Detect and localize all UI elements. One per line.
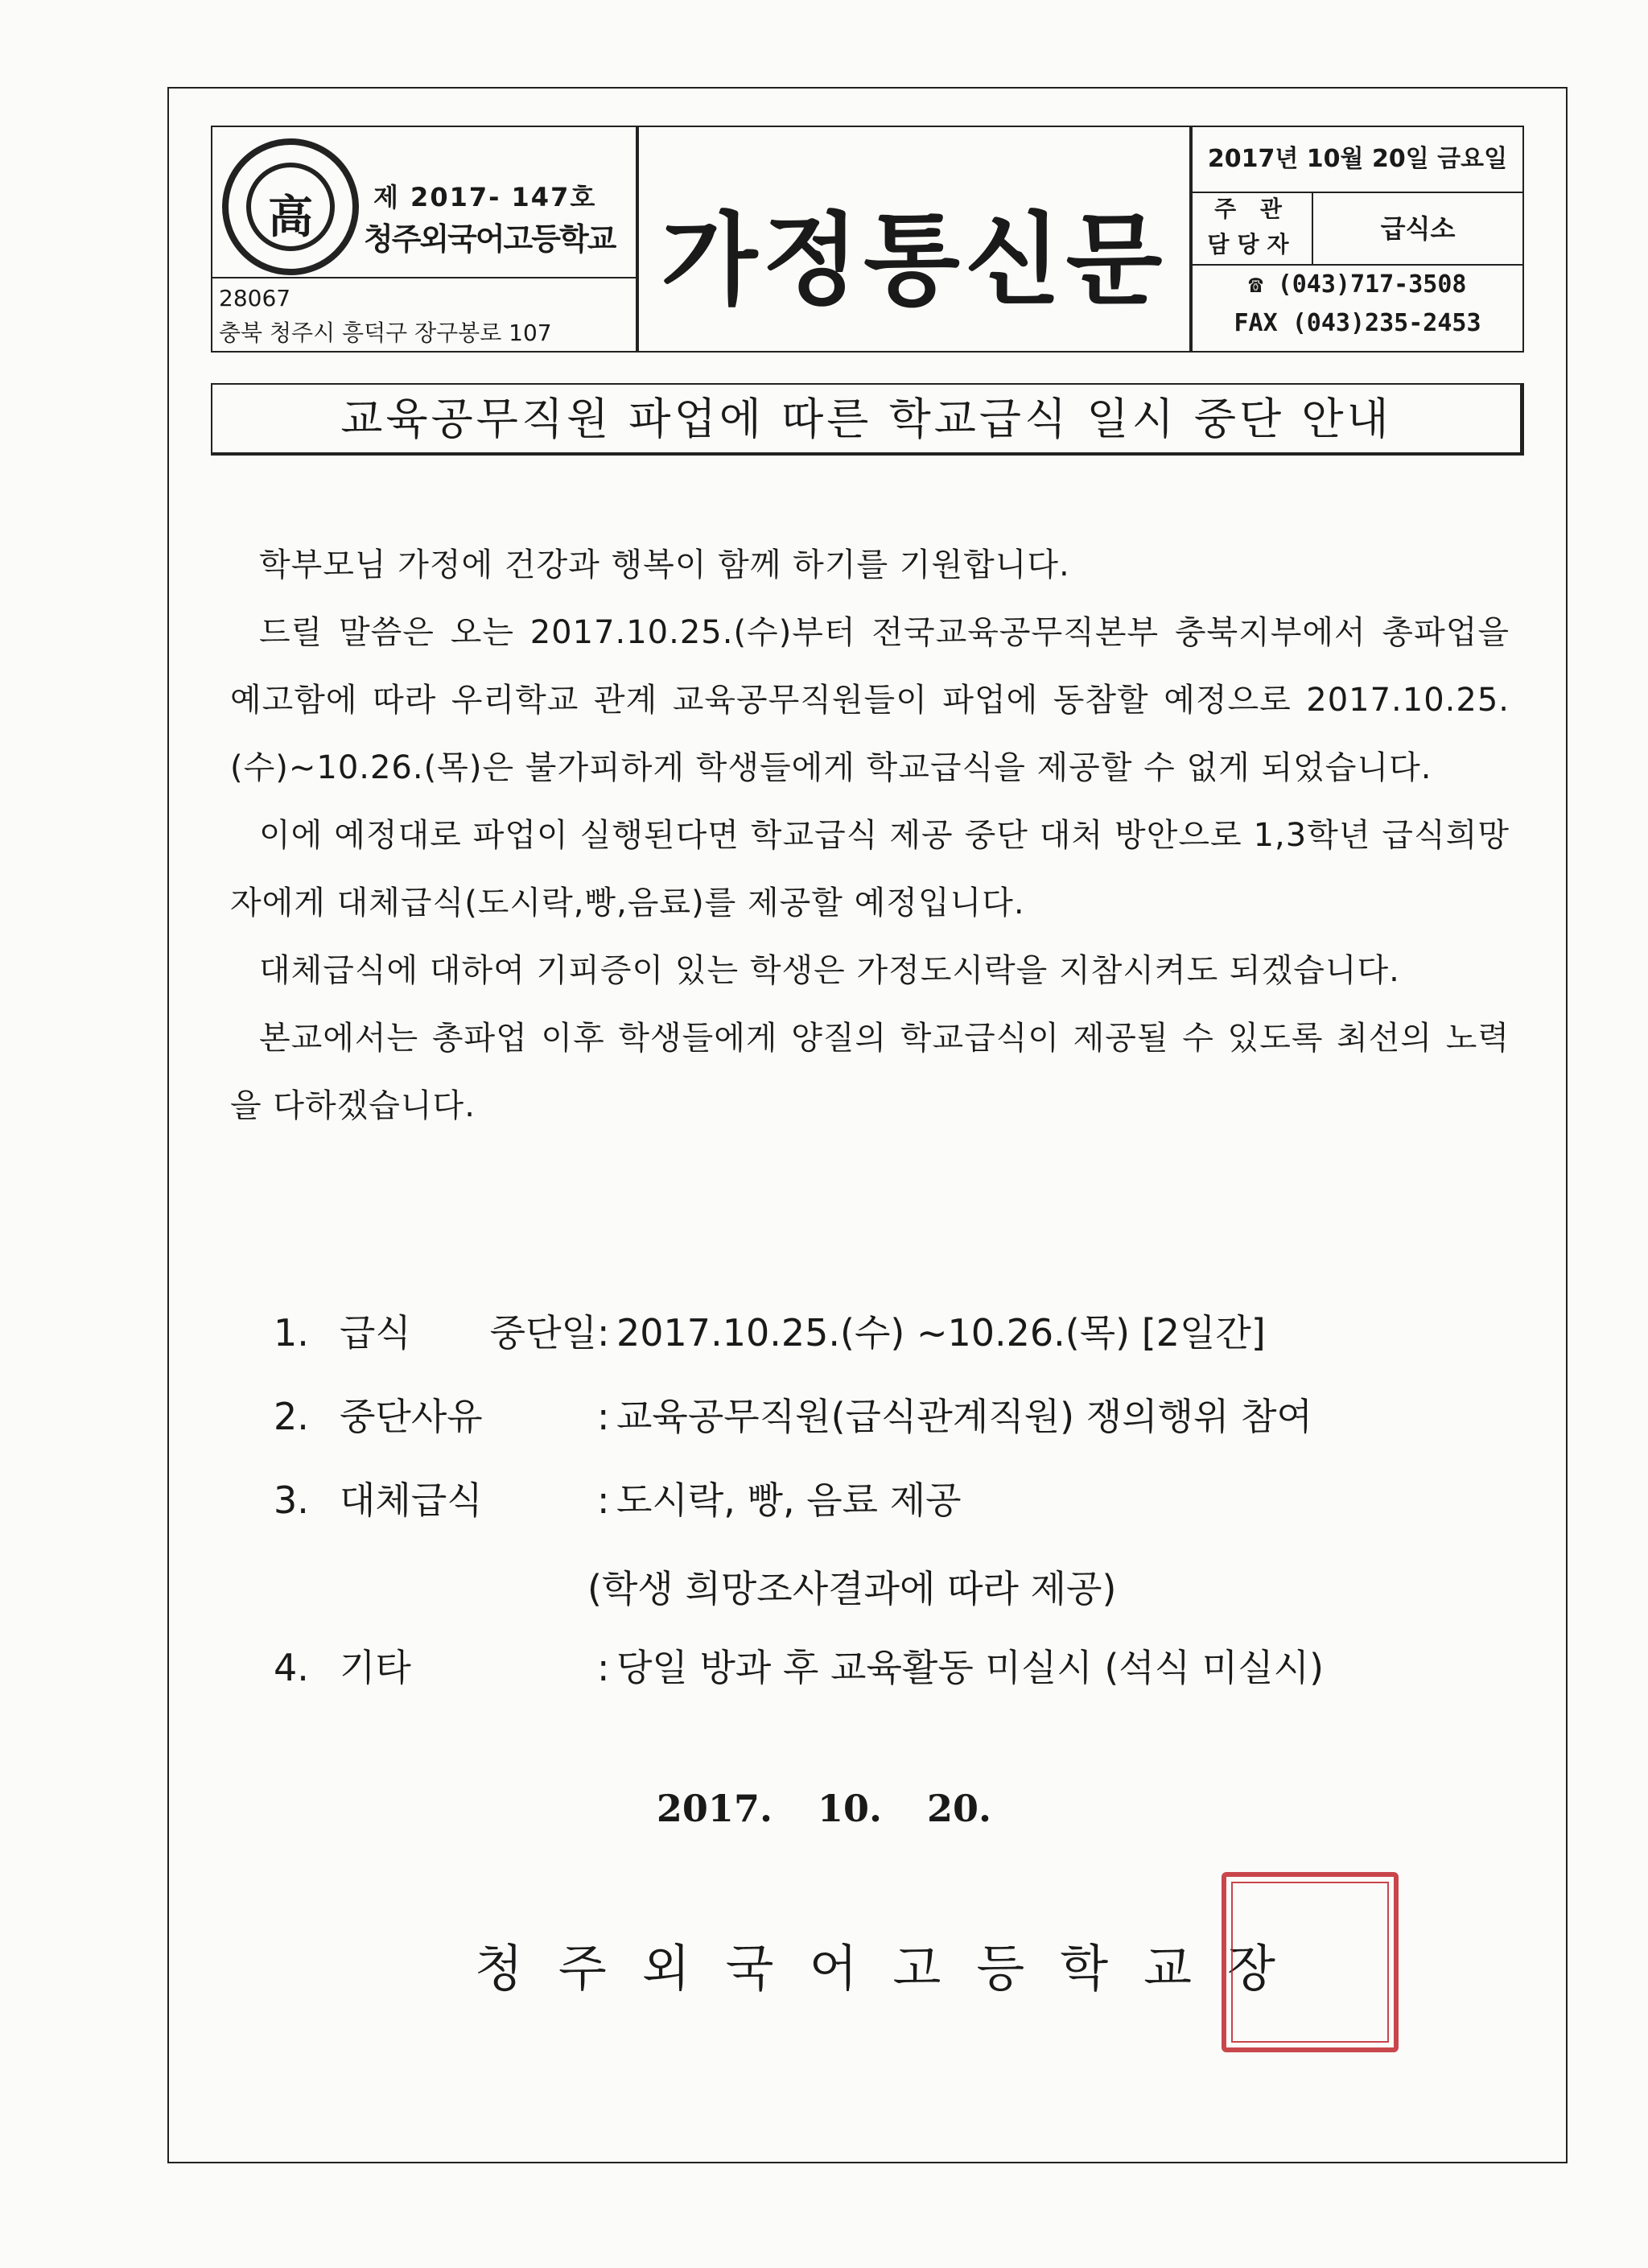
logo-character: 高 [268,191,313,244]
official-seal [1222,1872,1399,2052]
paragraph: 본교에서는 총파업 이후 학생들에게 양질의 학교급식이 제공될 수 있도록 최선의 노력을 다하겠습니다. [230,1020,1510,1124]
manager-label: 주 관 담당자 [1193,192,1313,266]
principal-signature: 청주외국어고등학교장 [475,1939,1311,1998]
school-name: 청주외국어고등학교 [364,221,616,257]
paragraph: 이에 예정대로 파업이 실행된다면 학교급식 제공 중단 대처 방안으로 1,3학년 급식희망자에게 대체급식(도시락,빵,음료)를 제공할 예정입니다. [230,817,1510,922]
subject-title: 교육공무직원 파업에 따른 학교급식 일시 중단 안내 [211,383,1524,456]
paragraph: 학부모님 가정에 건강과 행복이 함께 하기를 기원합니다. [259,546,1070,583]
page-title: 가정통신문 [661,203,1168,319]
list-item: 4. 기타 : 당일 방과 후 교육활동 미실시 (석식 미실시) [274,1646,1325,1689]
title-box [637,126,1191,353]
letter-header [211,126,1524,353]
issue-date-header: 2017년 10월 20일 금요일 [1193,127,1522,193]
paragraph: 대체급식에 대하여 기피증이 있는 학생은 가정도시락을 지참시켜도 되겠습니다. [259,952,1400,989]
document-number: 제 2017- 147호 [373,182,597,212]
phone-number: ☎ (043)717-3508 [1248,270,1467,299]
school-info-box [211,126,637,353]
postal-code: 28067 [219,285,291,311]
paragraph: 드릴 말씀은 오는 2017.10.25.(수)부터 전국교육공무직본부 충북지부에서 총파업을 예고함에 따라 우리학교 관계 교육공무직원들이 파업에 동참할 예정으로 2017.10.25.(수)~10.26.(목)은 불가피하게 학생들에게 학교급식을 제공할 수 없게 되었습니다. [230,614,1510,786]
department: 급식소 [1313,192,1522,266]
list-item: 3. 대체급식 : 도시락, 빵, 음료 제공 [274,1478,962,1522]
letter-body [230,531,1510,1140]
contact-box [1191,126,1524,353]
list-item: 1. 급식 중단일: 2017.10.25.(수) ~10.26.(목) [2일간] [274,1311,1266,1355]
school-address: 충북 청주시 흥덕구 장구봉로 107 [219,320,552,346]
fax-number: FAX (043)235-2453 [1234,309,1481,337]
list-item: 2. 중단사유 : 교육공무직원(급식관계직원) 쟁의행위 참여 [274,1395,1312,1438]
issue-date: 2017. 10. 20. [656,1787,992,1830]
item-note: (학생 희망조사결과에 따라 제공) [587,1567,1117,1610]
school-logo [222,138,359,275]
